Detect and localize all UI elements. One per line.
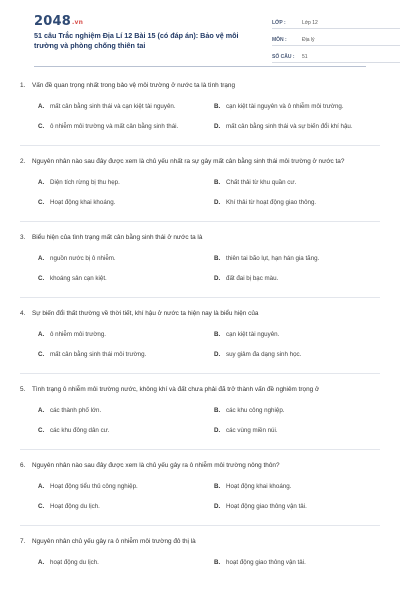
answer-options bbox=[20, 553, 380, 573]
question-item bbox=[20, 232, 380, 298]
option-letter: A. bbox=[38, 407, 45, 414]
answer-option[interactable] bbox=[38, 345, 204, 365]
option-letter: D. bbox=[214, 503, 221, 510]
option-text: các khu công nghiệp. bbox=[226, 407, 285, 414]
answer-options bbox=[20, 325, 380, 365]
header-divider bbox=[34, 66, 366, 67]
meta-label: LỚP : bbox=[272, 19, 286, 26]
option-text: cạn kiệt tài nguyên. bbox=[226, 331, 280, 338]
answer-options bbox=[20, 401, 380, 441]
option-letter: B. bbox=[214, 559, 221, 566]
option-letter: B. bbox=[214, 179, 221, 186]
exam-meta bbox=[272, 17, 400, 68]
answer-option[interactable] bbox=[38, 269, 204, 289]
question-stem: Tình trạng ô nhiễm môi trường nước, không khí và đất chưa phải đã trở thành vấn đề nghiêm trọng ở bbox=[32, 386, 320, 393]
question-item bbox=[20, 308, 380, 374]
option-letter: C. bbox=[38, 351, 45, 358]
page-title: 51 câu Trắc nghiệm Địa Lí 12 Bài 15 (có đáp án): Bảo vệ môi trường và phòng chống thiên tai bbox=[34, 31, 239, 50]
question-stem: Nguyên nhân nào sau đây được xem là chủ yếu nhất ra sự gây mất cân bằng sinh thái môi trường ở nước ta? bbox=[32, 158, 345, 165]
question-number: 6. bbox=[20, 462, 26, 469]
option-text: Hoạt động du lịch. bbox=[50, 503, 100, 510]
question-divider bbox=[20, 373, 380, 374]
option-letter: D. bbox=[214, 351, 221, 358]
option-text: hoạt động du lịch. bbox=[50, 559, 99, 566]
answer-option[interactable] bbox=[38, 173, 204, 193]
question-item bbox=[20, 536, 380, 573]
logo-suffix: .vn bbox=[71, 19, 84, 26]
answer-option[interactable] bbox=[214, 345, 380, 365]
option-letter: D. bbox=[214, 199, 221, 206]
option-text: Hoạt động khai khoáng. bbox=[226, 483, 292, 490]
option-text: Hoạt động tiểu thủ công nghiệp. bbox=[50, 483, 138, 490]
option-letter: C. bbox=[38, 123, 45, 130]
question-number: 3. bbox=[20, 234, 26, 241]
answer-option[interactable] bbox=[38, 477, 204, 497]
question-number: 2. bbox=[20, 158, 26, 165]
option-text: đất đai bị bạc màu. bbox=[226, 275, 279, 282]
question-divider bbox=[20, 145, 380, 146]
meta-value: Địa lý bbox=[302, 36, 315, 43]
meta-value: 51 bbox=[302, 53, 308, 60]
question-text bbox=[20, 80, 380, 91]
answer-option[interactable] bbox=[214, 249, 380, 269]
answer-option[interactable] bbox=[38, 421, 204, 441]
question-item bbox=[20, 80, 380, 146]
option-text: ô nhiễm môi trường. bbox=[50, 331, 107, 338]
question-text bbox=[20, 536, 380, 547]
option-text: Hoạt động giao thông vận tải. bbox=[226, 503, 307, 510]
option-letter: A. bbox=[38, 559, 45, 566]
answer-option[interactable] bbox=[38, 401, 204, 421]
question-divider bbox=[20, 297, 380, 298]
answer-option[interactable] bbox=[214, 497, 380, 517]
option-text: Hoạt động khai khoáng. bbox=[50, 199, 116, 206]
option-text: Khí thải từ hoạt động giao thông. bbox=[226, 199, 317, 206]
question-stem: Nguyên nhân nào sau đây được xem là chủ yếu gây ra ô nhiễm môi trường nông thôn? bbox=[32, 462, 280, 469]
question-item bbox=[20, 156, 380, 222]
question-divider bbox=[20, 221, 380, 222]
option-text: Chất thải từ khu quần cư. bbox=[226, 179, 297, 186]
option-letter: C. bbox=[38, 503, 45, 510]
question-number: 7. bbox=[20, 538, 26, 545]
answer-option[interactable] bbox=[38, 117, 204, 137]
option-text: thiên tai bão lụt, hạn hán gia tăng. bbox=[226, 255, 320, 262]
option-letter: A. bbox=[38, 331, 45, 338]
meta-label: MÔN : bbox=[272, 36, 287, 43]
option-text: ô nhiễm môi trường và mất cân bằng sinh thái. bbox=[50, 123, 179, 130]
answer-option[interactable] bbox=[38, 97, 204, 117]
answer-options bbox=[20, 249, 380, 289]
question-text bbox=[20, 308, 380, 319]
option-text: Diện tích rừng bị thu hẹp. bbox=[50, 179, 120, 186]
option-letter: B. bbox=[214, 483, 221, 490]
answer-options bbox=[20, 97, 380, 137]
page-header bbox=[20, 0, 380, 66]
option-text: hoạt động giao thông vận tải. bbox=[226, 559, 306, 566]
question-stem: Biểu hiện của tình trạng mất cân bằng sinh thái ở nước ta là bbox=[32, 234, 203, 241]
answer-option[interactable] bbox=[214, 325, 380, 345]
answer-option[interactable] bbox=[214, 553, 380, 573]
answer-option[interactable] bbox=[214, 421, 380, 441]
question-text bbox=[20, 384, 380, 395]
option-letter: B. bbox=[214, 331, 221, 338]
option-text: nguồn nước bị ô nhiễm. bbox=[50, 255, 116, 262]
question-item bbox=[20, 460, 380, 526]
question-number: 1. bbox=[20, 82, 26, 89]
question-number: 5. bbox=[20, 386, 26, 393]
question-text bbox=[20, 156, 380, 167]
option-letter: C. bbox=[38, 199, 45, 206]
option-letter: B. bbox=[214, 255, 221, 262]
question-list bbox=[20, 80, 380, 583]
answer-options bbox=[20, 173, 380, 213]
answer-option[interactable] bbox=[38, 497, 204, 517]
option-letter: A. bbox=[38, 103, 45, 110]
meta-row bbox=[272, 51, 400, 63]
answer-option[interactable] bbox=[214, 173, 380, 193]
question-divider bbox=[20, 449, 380, 450]
logo-text: 2048 bbox=[34, 14, 71, 29]
answer-option[interactable] bbox=[38, 249, 204, 269]
option-letter: D. bbox=[214, 123, 221, 130]
answer-option[interactable] bbox=[214, 477, 380, 497]
option-letter: B. bbox=[214, 407, 221, 414]
question-stem: Vấn đề quan trọng nhất trong bảo vệ môi trường ở nước ta là tình trạng bbox=[32, 82, 236, 89]
option-letter: A. bbox=[38, 179, 45, 186]
answer-option[interactable] bbox=[214, 401, 380, 421]
question-number: 4. bbox=[20, 310, 26, 317]
option-text: mất cân bằng sinh thái và cạn kiệt tài nguyên. bbox=[50, 103, 176, 110]
option-text: các thành phố lớn. bbox=[50, 407, 102, 414]
question-text bbox=[20, 460, 380, 471]
option-letter: B. bbox=[214, 103, 221, 110]
question-divider bbox=[20, 525, 380, 526]
option-letter: C. bbox=[38, 275, 45, 282]
answer-option[interactable] bbox=[214, 269, 380, 289]
answer-option[interactable] bbox=[214, 193, 380, 213]
question-stem: Nguyên nhân chủ yếu gây ra ô nhiễm môi trường đô thị là bbox=[32, 538, 196, 545]
answer-option[interactable] bbox=[214, 117, 380, 137]
option-text: mất cân bằng sinh thái môi trường. bbox=[50, 351, 147, 358]
option-text: các khu đông dân cư. bbox=[50, 427, 110, 434]
meta-row bbox=[272, 17, 400, 29]
answer-option[interactable] bbox=[38, 193, 204, 213]
option-text: các vùng miền núi. bbox=[226, 427, 278, 434]
question-item bbox=[20, 384, 380, 450]
option-text: cạn kiệt tài nguyên và ô nhiễm môi trường. bbox=[226, 103, 344, 110]
answer-option[interactable] bbox=[38, 553, 204, 573]
option-letter: A. bbox=[38, 483, 45, 490]
option-letter: D. bbox=[214, 275, 221, 282]
option-text: mất cân bằng sinh thái và sự biến đổi khí hậu. bbox=[226, 123, 353, 130]
meta-value: Lớp 12 bbox=[302, 19, 318, 26]
option-letter: C. bbox=[38, 427, 45, 434]
option-letter: A. bbox=[38, 255, 45, 262]
meta-label: SỐ CÂU : bbox=[272, 53, 295, 60]
answer-option[interactable] bbox=[38, 325, 204, 345]
site-logo[interactable] bbox=[34, 14, 83, 29]
option-text: suy giảm đa dạng sinh học. bbox=[226, 351, 302, 358]
option-text: khoáng sản cạn kiệt. bbox=[50, 275, 107, 282]
question-text bbox=[20, 232, 380, 243]
meta-row bbox=[272, 34, 400, 46]
question-stem: Sự biến đổi thất thường về thời tiết, khí hậu ở nước ta hiện nay là biểu hiện của bbox=[32, 310, 259, 317]
answer-option[interactable] bbox=[214, 97, 380, 117]
option-letter: D. bbox=[214, 427, 221, 434]
answer-options bbox=[20, 477, 380, 517]
